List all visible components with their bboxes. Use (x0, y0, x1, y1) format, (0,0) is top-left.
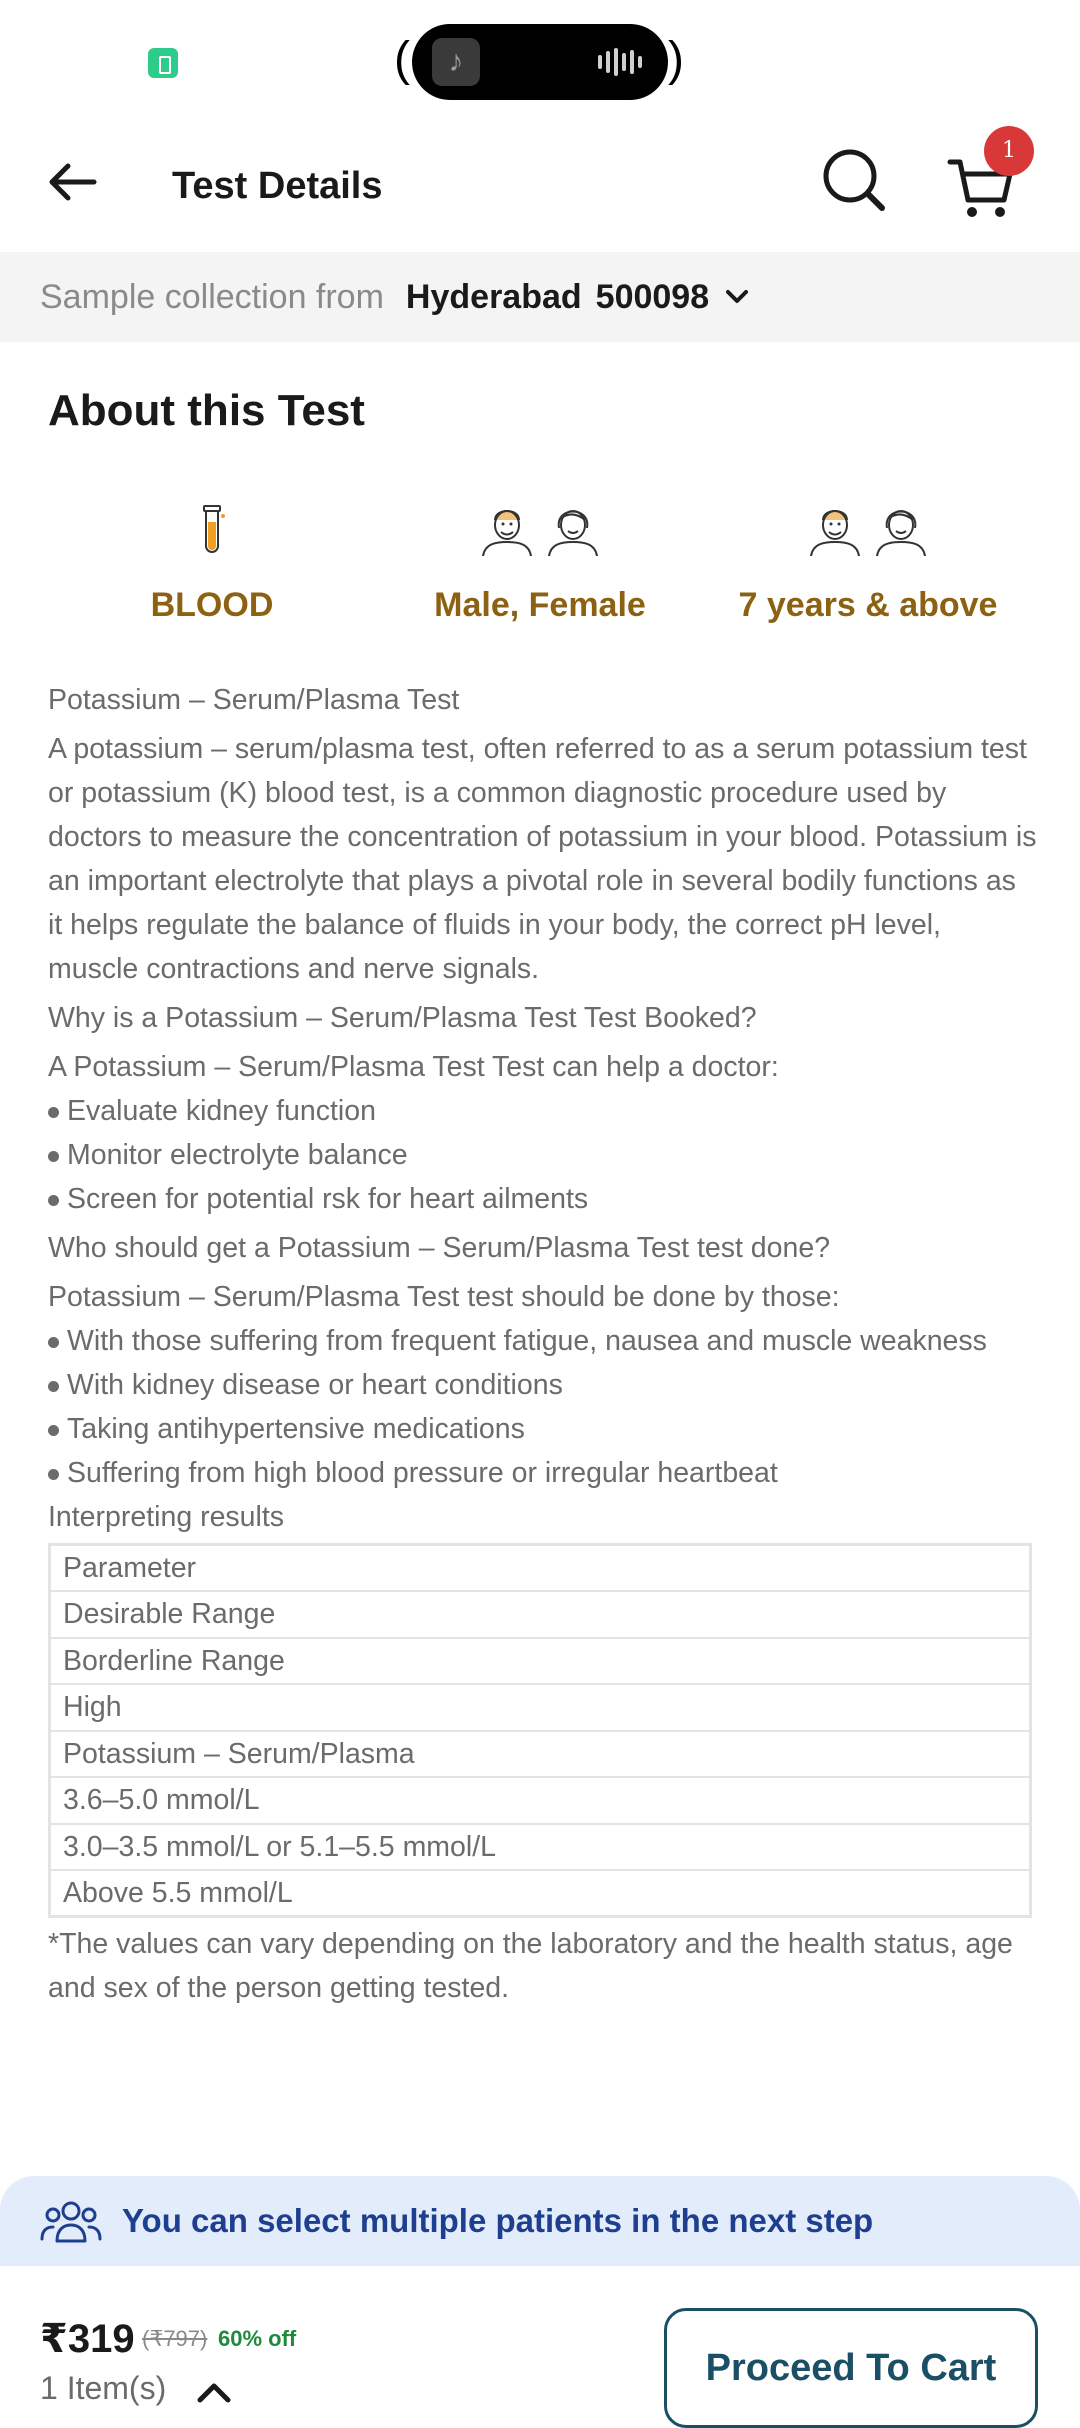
why-intro: A Potassium – Serum/Plasma Test Test can help a doctor: (48, 1051, 779, 1083)
feature-gender (376, 494, 704, 625)
arrow-left-icon[interactable] (44, 154, 100, 210)
list-item: Screen for potential rsk for heart ailments (48, 1177, 1038, 1221)
cart-count-badge: 1 (984, 126, 1034, 176)
chevron-down-icon[interactable] (723, 283, 751, 311)
location-prefix: Sample collection from (40, 277, 384, 316)
who-question: Who should get a Potassium – Serum/Plasma Test test done? (48, 1232, 831, 1264)
island-left-paren: ( (394, 33, 410, 86)
status-bar (0, 0, 1080, 124)
table-row (50, 1824, 1031, 1871)
table-row (50, 1591, 1031, 1638)
feature-sample-label: BLOOD (150, 586, 274, 624)
table-row (50, 1545, 1031, 1592)
description-heading: Potassium – Serum/Plasma Test (48, 684, 460, 716)
location-pincode[interactable]: 500098 (595, 277, 710, 316)
table-row (50, 1731, 1031, 1778)
table-row (50, 1638, 1031, 1685)
list-item: With those suffering from frequent fatigue, nausea and muscle weakness (48, 1319, 1038, 1363)
page-title: Test Details (172, 165, 383, 207)
list-item: Evaluate kidney function (48, 1089, 1038, 1133)
test-tube-icon (48, 494, 376, 556)
chevron-up-icon[interactable] (196, 2380, 232, 2404)
list-item: Monitor electrolyte balance (48, 1133, 1038, 1177)
results-table (48, 1543, 1032, 1918)
male-female-icon (376, 494, 704, 556)
location-city[interactable]: Hyderabad (405, 277, 582, 316)
price: ₹319 (40, 2317, 135, 2361)
multiple-patients-text: You can select multiple patients in the next step (122, 2202, 874, 2239)
who-intro: Potassium – Serum/Plasma Test test should be done by those: (48, 1281, 840, 1313)
cart-summary-bar (0, 2266, 1080, 2412)
table-cell: 3.6–5.0 mmol/L (50, 1777, 1031, 1824)
list-item: With kidney disease or heart conditions (48, 1363, 1038, 1407)
test-features (48, 494, 1032, 634)
description-intro: A potassium – serum/plasma test, often referred to as a serum potassium test or potassium (K) blood test, is a common diagnostic procedure used by doctors to measure the concentration of potassium in your blood. Potassium is an important electrolyte that plays a pivotal role in several bodily functions as it helps regulate the balance of fluids in your body, the correct pH level, muscle contractions and nerve signals. (48, 733, 1037, 985)
who-bullet-list (48, 1319, 1038, 1495)
battery-icon (148, 48, 178, 78)
item-count[interactable]: 1 Item(s) (40, 2370, 167, 2406)
section-title: About this Test (48, 386, 365, 435)
results-footnote: *The values can vary depending on the laboratory and the health status, age and sex of the person getting tested. (48, 1928, 1013, 2004)
table-cell: 3.0–3.5 mmol/L or 5.1–5.5 mmol/L (50, 1824, 1031, 1871)
search-icon[interactable] (818, 144, 890, 216)
test-description (48, 678, 1038, 2015)
why-question: Why is a Potassium – Serum/Plasma Test Test Booked? (48, 1002, 757, 1034)
list-item: Suffering from high blood pressure or irregular heartbeat (48, 1451, 1038, 1495)
results-heading: Interpreting results (48, 1501, 285, 1533)
people-group-icon (40, 2199, 102, 2243)
table-row (50, 1684, 1031, 1731)
list-item: Taking antihypertensive medications (48, 1407, 1038, 1451)
feature-sample-type (48, 494, 376, 625)
age-group-icon (704, 494, 1032, 556)
island-right-paren: ) (668, 33, 684, 86)
table-row (50, 1870, 1031, 1917)
table-cell: Parameter (50, 1545, 1031, 1592)
table-cell: High (50, 1684, 1031, 1731)
table-cell: Potassium – Serum/Plasma (50, 1731, 1031, 1778)
why-bullet-list (48, 1089, 1038, 1221)
feature-age (704, 494, 1032, 625)
feature-age-label: 7 years & above (738, 586, 998, 624)
table-cell: Desirable Range (50, 1591, 1031, 1638)
discount-badge: 60% off (218, 2326, 297, 2351)
feature-gender-label: Male, Female (434, 586, 646, 624)
table-cell: Borderline Range (50, 1638, 1031, 1685)
table-cell: Above 5.5 mmol/L (50, 1870, 1031, 1917)
location-selector[interactable] (0, 252, 1080, 342)
audio-wave-icon (598, 48, 642, 76)
mrp-price: (₹797) (142, 2326, 208, 2351)
table-row (50, 1777, 1031, 1824)
music-note-icon: ♪ (432, 38, 480, 86)
app-header (0, 124, 1080, 252)
multiple-patients-banner (0, 2176, 1080, 2266)
proceed-to-cart-button[interactable]: Proceed To Cart (664, 2308, 1038, 2428)
